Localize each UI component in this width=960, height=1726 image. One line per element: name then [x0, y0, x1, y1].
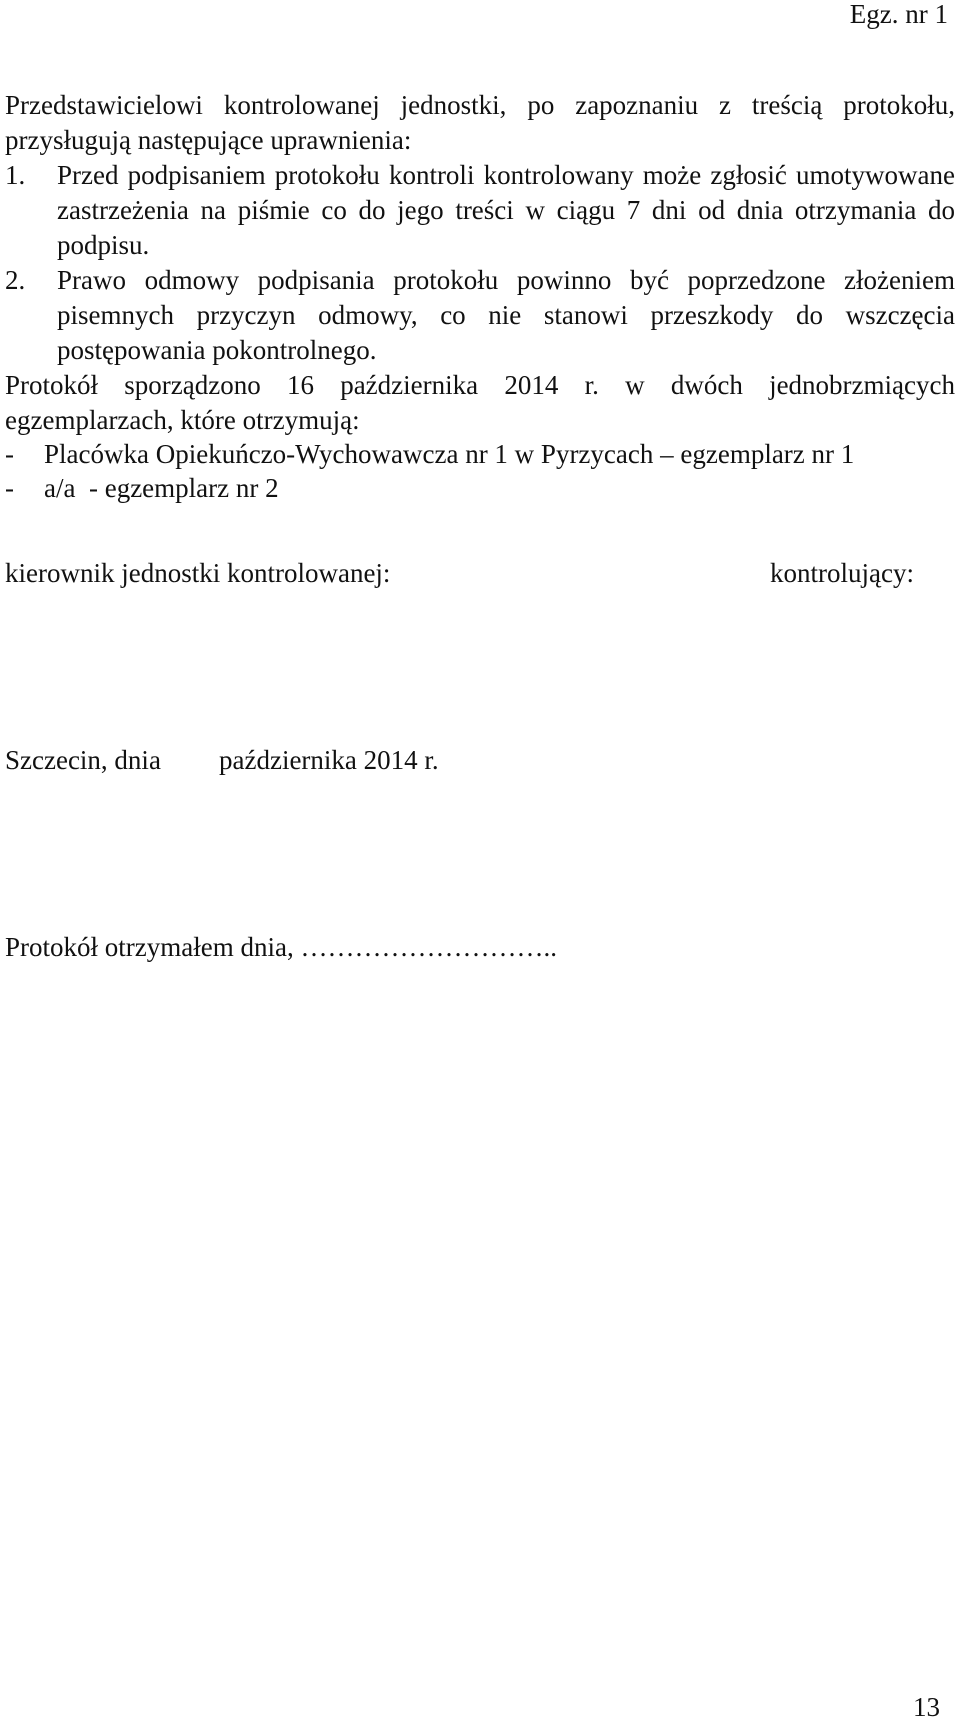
- date-label: października 2014 r.: [219, 745, 439, 775]
- recipient-2: a/a - egzemplarz nr 2: [44, 473, 279, 503]
- right-2-line-2: pisemnych przyczyn odmowy, co nie stanowi przeszkody do wszczęcia: [57, 300, 955, 330]
- protocol-line-1: Protokół sporządzono 16 października 2014 r. w dwóch jednobrzmiących: [5, 370, 955, 400]
- copy-number: Egz. nr 1: [849, 0, 948, 29]
- right-2-line-3: postępowania pokontrolnego.: [57, 335, 377, 365]
- protocol-line-2: egzemplarzach, które otrzymują:: [5, 405, 360, 435]
- recipient-1: Placówka Opiekuńczo-Wychowawcza nr 1 w Pyrzycach – egzemplarz nr 1: [44, 439, 855, 469]
- recipient-1-bullet: -: [5, 439, 14, 469]
- right-1-line-1: Przed podpisaniem protokołu kontroli kontrolowany może zgłosić umotywowane: [57, 160, 955, 190]
- signature-left-label: kierownik jednostki kontrolowanej:: [5, 558, 391, 588]
- intro-line-2: przysługują następujące uprawnienia:: [5, 125, 412, 155]
- right-2-number: 2.: [5, 265, 26, 295]
- signature-right-label: kontrolujący:: [770, 558, 914, 588]
- place-label: Szczecin, dnia: [5, 745, 161, 775]
- intro-line-1: Przedstawicielowi kontrolowanej jednostki, po zapoznaniu z treścią protokołu,: [5, 90, 955, 120]
- right-1-number: 1.: [5, 160, 26, 190]
- right-1-line-2: zastrzeżenia na piśmie co do jego treści w ciągu 7 dni od dnia otrzymania do: [57, 195, 955, 225]
- page-number: 13: [913, 1692, 940, 1722]
- right-2-line-1: Prawo odmowy podpisania protokołu powinno być poprzedzone złożeniem: [57, 265, 955, 295]
- received-line: Protokół otrzymałem dnia, ………………………..: [5, 932, 557, 962]
- right-1-line-3: podpisu.: [57, 230, 150, 260]
- recipient-2-bullet: -: [5, 473, 14, 503]
